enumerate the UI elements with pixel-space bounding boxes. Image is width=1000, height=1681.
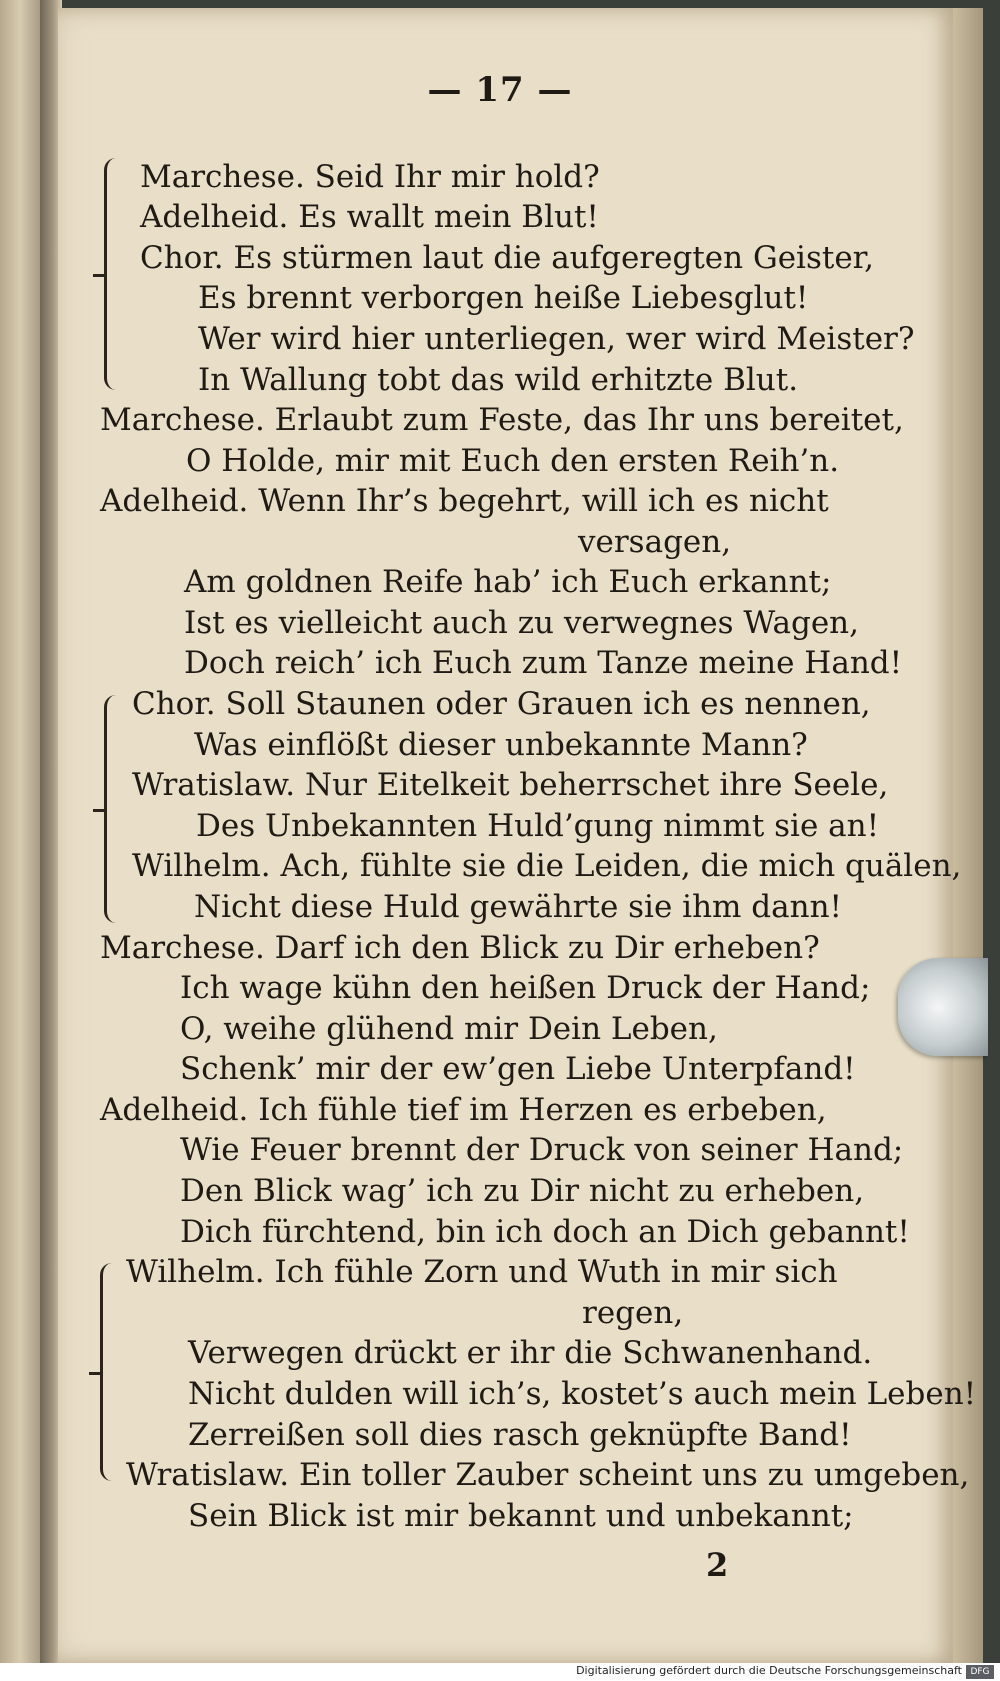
text-line-11: Am goldnen Reife hab’ ich Euch erkannt; [184, 564, 832, 600]
text-line-10: versagen, [578, 524, 732, 560]
text-line-13: Doch reich’ ich Euch zum Tanze meine Hand! [184, 645, 903, 681]
text-line-28: Wilhelm. Ich fühle Zorn und Wuth in mir sich [126, 1254, 838, 1290]
text-line-14: Chor. Soll Staunen oder Grauen ich es nennen, [132, 686, 871, 722]
text-line-1: Marchese. Seid Ihr mir hold? [140, 159, 600, 195]
text-line-24: Adelheid. Ich fühle tief im Herzen es erbeben, [100, 1092, 827, 1128]
text-line-20: Marchese. Darf ich den Blick zu Dir erheben? [100, 930, 820, 966]
text-line-7: Marchese. Erlaubt zum Feste, das Ihr uns bereitet, [100, 402, 904, 438]
text-line-33: Wratislaw. Ein toller Zauber scheint uns zu umgeben, [126, 1457, 970, 1493]
text-line-26: Den Blick wag’ ich zu Dir nicht zu erheben, [180, 1173, 865, 1209]
signature-number: 2 [706, 1546, 729, 1584]
page-edge [953, 8, 983, 1663]
text-line-17: Des Unbekannten Huld’gung nimmt sie an! [196, 808, 880, 844]
text-line-19: Nicht diese Huld gewährte sie ihm dann! [194, 889, 843, 925]
page-number: — 17 — [427, 70, 573, 110]
text-line-29: regen, [582, 1295, 684, 1331]
dfg-logo: DFG [966, 1665, 994, 1679]
brace-chorus-1 [104, 158, 123, 390]
page-clip [898, 958, 988, 1056]
text-line-30: Verwegen drückt er ihr die Schwanenhand. [188, 1335, 873, 1371]
text-line-23: Schenk’ mir der ew’gen Liebe Unterpfand! [180, 1051, 856, 1087]
text-line-21: Ich wage kühn den heißen Druck der Hand; [180, 970, 871, 1006]
text-line-2: Adelheid. Es wallt mein Blut! [140, 199, 599, 235]
text-line-16: Wratislaw. Nur Eitelkeit beherrschet ihre Seele, [132, 767, 889, 803]
text-line-32: Zerreißen soll dies rasch geknüpfte Band! [188, 1417, 852, 1453]
text-line-15: Was einflößt dieser unbekannte Mann? [194, 727, 808, 763]
text-line-4: Es brennt verborgen heiße Liebesglut! [198, 280, 809, 316]
footer-credit: Digitalisierung gefördert durch die Deutsche Forschungsgemeinschaft [576, 1664, 962, 1677]
text-line-5: Wer wird hier unterliegen, wer wird Meister? [198, 321, 915, 357]
brace-chorus-3 [100, 1263, 119, 1481]
text-line-6: In Wallung tobt das wild erhitzte Blut. [198, 362, 799, 398]
brace-chorus-2 [104, 695, 123, 923]
text-line-25: Wie Feuer brennt der Druck von seiner Hand; [180, 1132, 904, 1168]
text-line-27: Dich fürchtend, bin ich doch an Dich gebannt! [180, 1214, 910, 1250]
text-line-18: Wilhelm. Ach, fühlte sie die Leiden, die mich quälen, [132, 848, 962, 884]
text-line-9: Adelheid. Wenn Ihr’s begehrt, will ich es nicht [100, 483, 829, 519]
text-line-8: O Holde, mir mit Euch den ersten Reih’n. [186, 443, 840, 479]
text-line-12: Ist es vielleicht auch zu verwegnes Wagen, [184, 605, 859, 641]
text-line-34: Sein Blick ist mir bekannt und unbekannt; [188, 1498, 854, 1534]
text-line-22: O, weihe glühend mir Dein Leben, [180, 1011, 718, 1047]
text-line-3: Chor. Es stürmen laut die aufgeregten Geister, [140, 240, 874, 276]
text-line-31: Nicht dulden will ich’s, kostet’s auch mein Leben! [188, 1376, 977, 1412]
